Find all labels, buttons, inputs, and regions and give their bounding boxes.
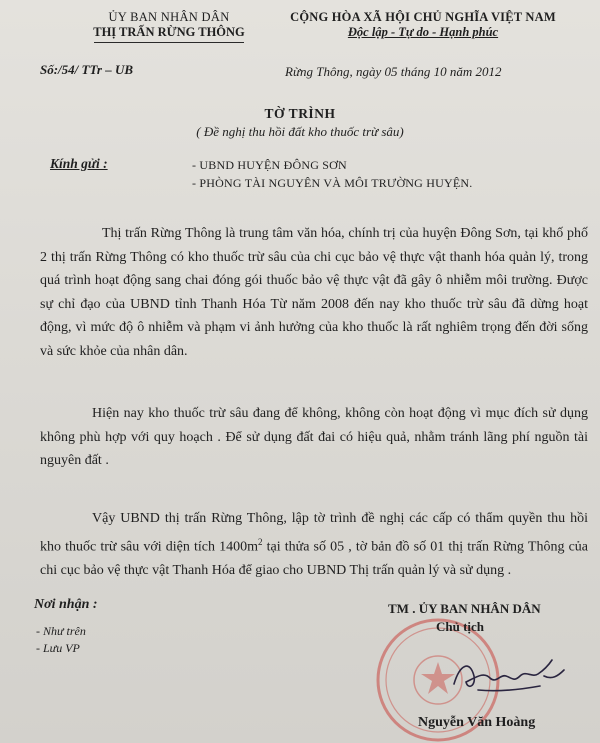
signatory-organization: TM . ỦY BAN NHÂN DÂN xyxy=(388,601,541,616)
document-title: TỜ TRÌNH xyxy=(264,106,336,121)
recipient-item-1: - Như trên xyxy=(36,624,86,638)
body-paragraph-1: Thị trấn Rừng Thông là trung tâm văn hóa, chính trị của huyện Đông Sơn, tại khố phố 2 thị trấn Rừng Thông có kho thuốc trừ sâu của chi cục bảo vệ thực vật thanh hóa quản lý, trong quá trình hoạt động sang chai đóng gói thuốc bảo vệ thực vật đã gây ô nhiễm môi trường. Được sự chỉ đạo của UBND tỉnh Thanh Hóa Từ năm 2008 đến nay kho thuốc trừ sâu đã dừng hoạt động, vì mức độ ô nhiễm và phạm vi ảnh hưởng của kho thuốc là rất nghiêm trọng đến đời sống và sức khỏe của nhân dân. xyxy=(40,226,588,359)
addressee-label: Kính gửi : xyxy=(50,156,108,171)
national-name: CỘNG HÒA XÃ HỘI CHỦ NGHĨA VIỆT NAM xyxy=(290,10,556,24)
body-paragraph-3-part2: tại thửa số 05 , tờ bản đồ số 01 thị trấn Rừng Thông của chi cục bảo vệ thực vật Thanh Hóa để giao cho UBND Thị trấn quản lý và sử dụng . xyxy=(40,539,589,578)
document-number: Số:/54/ TTr – UB xyxy=(40,62,134,77)
body-paragraph-3 xyxy=(40,507,588,582)
body-paragraph-2: Hiện nay kho thuốc trừ sâu đang để không, không còn hoạt động vì mục đích sử dụng không phù hợp với quy hoạch . Để sử dụng đất đai có hiệu quả, nhằm tránh lãng phí nguồn tài nguyên đất . xyxy=(40,406,588,468)
addressee-2: - PHÒNG TÀI NGUYÊN VÀ MÔI TRƯỜNG HUYỆN. xyxy=(192,176,473,190)
recipients-label: Nơi nhận : xyxy=(34,597,98,612)
issuing-agency-header xyxy=(64,10,274,43)
agency-line2: THỊ TRẤN RỪNG THÔNG xyxy=(93,25,245,39)
document-date: Rừng Thông, ngày 05 tháng 10 năm 2012 xyxy=(285,64,502,79)
addressee-1: - UBND HUYỆN ĐÔNG SƠN xyxy=(192,158,347,172)
body-paragraph-3-part1: Vậy UBND thị trấn Rừng Thông, lập tờ trình đề nghị các cấp có thẩm quyền thu hồi kho thuốc trừ sâu với diện tích 1400m xyxy=(40,511,588,555)
handwritten-signature xyxy=(448,646,570,698)
national-motto-header xyxy=(268,10,578,40)
agency-underline xyxy=(94,42,244,43)
recipient-item-2: - Lưu VP xyxy=(36,641,80,655)
document-subtitle: ( Đề nghị thu hồi đất kho thuốc trừ sâu) xyxy=(196,124,404,139)
signer-name: Nguyễn Văn Hoàng xyxy=(418,715,536,730)
signatory-title: Chủ tịch xyxy=(436,619,485,634)
area-unit-superscript: 2 xyxy=(258,536,263,547)
agency-line1: ỦY BAN NHÂN DÂN xyxy=(108,10,230,24)
national-motto: Độc lập - Tự do - Hạnh phúc xyxy=(347,25,499,39)
